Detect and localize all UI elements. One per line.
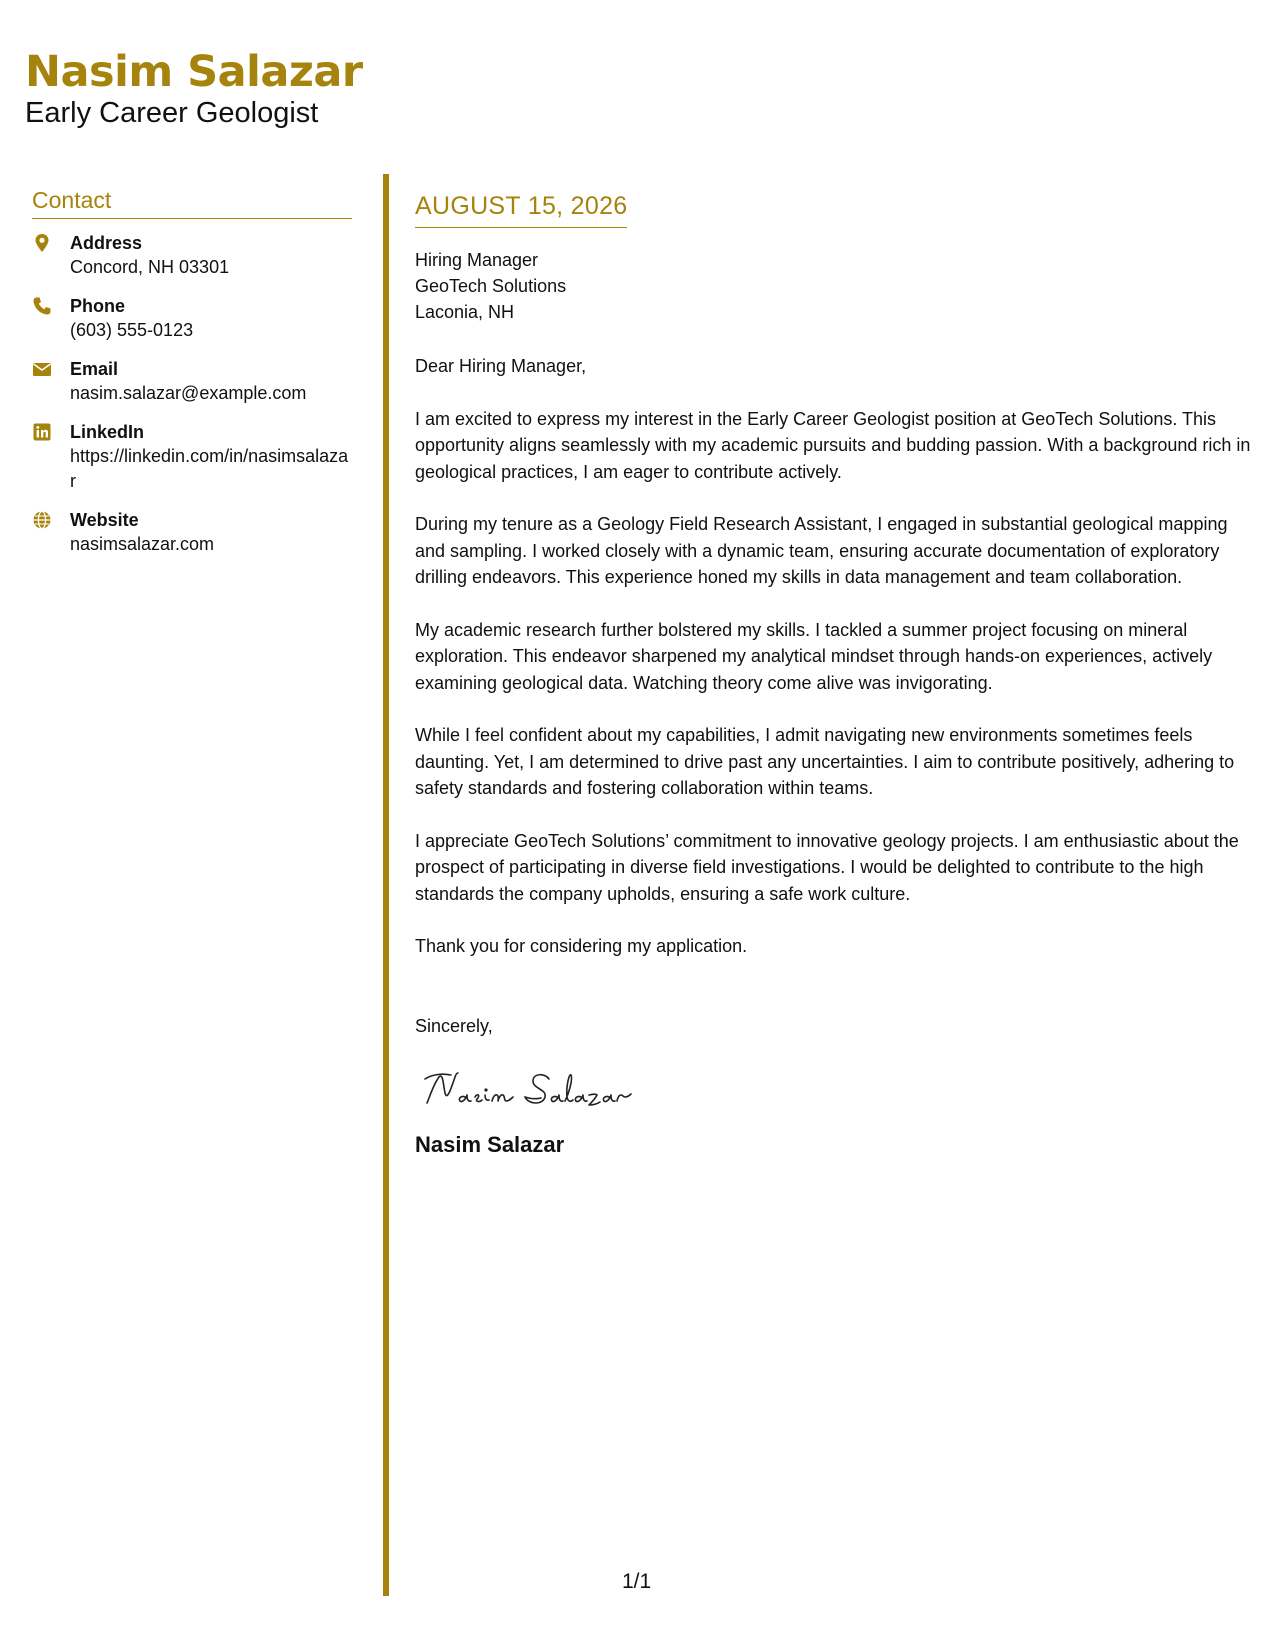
contact-label: Phone <box>70 296 126 316</box>
vertical-divider <box>383 174 389 1596</box>
contact-label: Address <box>70 233 143 253</box>
contact-item-linkedin <box>32 420 352 494</box>
letter-body <box>415 191 1255 1159</box>
applicant-name: Nasim Salazar <box>25 47 363 97</box>
linkedin-icon <box>32 422 52 442</box>
letter-date: AUGUST 15, 2026 <box>415 191 627 228</box>
globe-icon <box>32 510 52 530</box>
job-title: Early Career Geologist <box>25 97 319 129</box>
recipient-block <box>415 247 1255 325</box>
contact-sidebar <box>32 186 352 571</box>
letter-paragraph: I am excited to express my interest in the Early Career Geologist position at GeoTech Solutions. This opportunity aligns seamlessly with my academic pursuits and budding passion. With a background rich in geological practices, I am eager to contribute actively. <box>415 408 1251 482</box>
signed-name: Nasim Salazar <box>415 1132 565 1157</box>
contact-label: LinkedIn <box>70 422 145 442</box>
contact-item-phone <box>32 294 352 343</box>
contact-item-address <box>32 231 352 280</box>
header <box>25 46 363 130</box>
map-pin-icon <box>32 233 52 253</box>
handwritten-signature <box>421 1059 1255 1123</box>
contact-heading: Contact <box>32 186 352 219</box>
recipient-line: Hiring Manager <box>415 250 539 270</box>
linkedin-value[interactable]: https://linkedin.com/in/nasimsalazar <box>70 446 349 491</box>
email-value[interactable]: nasim.salazar@example.com <box>70 383 307 403</box>
website-value[interactable]: nasimsalazar.com <box>70 534 215 554</box>
recipient-line: GeoTech Solutions <box>415 276 567 296</box>
letter-paragraph: Thank you for considering my application. <box>415 936 748 956</box>
letter-paragraph: During my tenure as a Geology Field Research Assistant, I engaged in substantial geological mapping and sampling. I worked closely with a dynamic team, ensuring accurate documentation of exploratory drilling endeavors. This experience honed my skills in data management and team collaboration. <box>415 514 1228 587</box>
phone-icon <box>32 296 52 316</box>
contact-label: Email <box>70 359 119 379</box>
contact-list <box>32 231 352 557</box>
contact-label: Website <box>70 510 139 530</box>
address-value: Concord, NH 03301 <box>70 257 230 277</box>
salutation: Dear Hiring Manager, <box>415 356 587 376</box>
closing: Sincerely, <box>415 1015 493 1036</box>
phone-value: (603) 555-0123 <box>70 320 194 340</box>
page-number: 1/1 <box>622 1570 652 1593</box>
envelope-icon <box>32 359 52 379</box>
recipient-line: Laconia, NH <box>415 302 515 322</box>
letter-paragraph: I appreciate GeoTech Solutions’ commitment to innovative geology projects. I am enthusiastic about the prospect of participating in diverse field investigations. I would be delighted to contribute to the high standards the company upholds, ensuring a safe work culture. <box>415 830 1239 904</box>
contact-item-email <box>32 357 352 406</box>
contact-item-website <box>32 508 352 557</box>
letter-paragraph: While I feel confident about my capabilities, I admit navigating new environments sometimes feels daunting. Yet, I am determined to drive past any uncertainties. I aim to contribute positively, adhering to safety standards and fostering collaboration within teams. <box>415 725 1235 798</box>
letter-paragraph: My academic research further bolstered my skills. I tackled a summer project focusing on mineral exploration. This endeavor sharpened my analytical mindset through hands-on experiences, actively examining geological data. Watching theory come alive was invigorating. <box>415 619 1213 693</box>
